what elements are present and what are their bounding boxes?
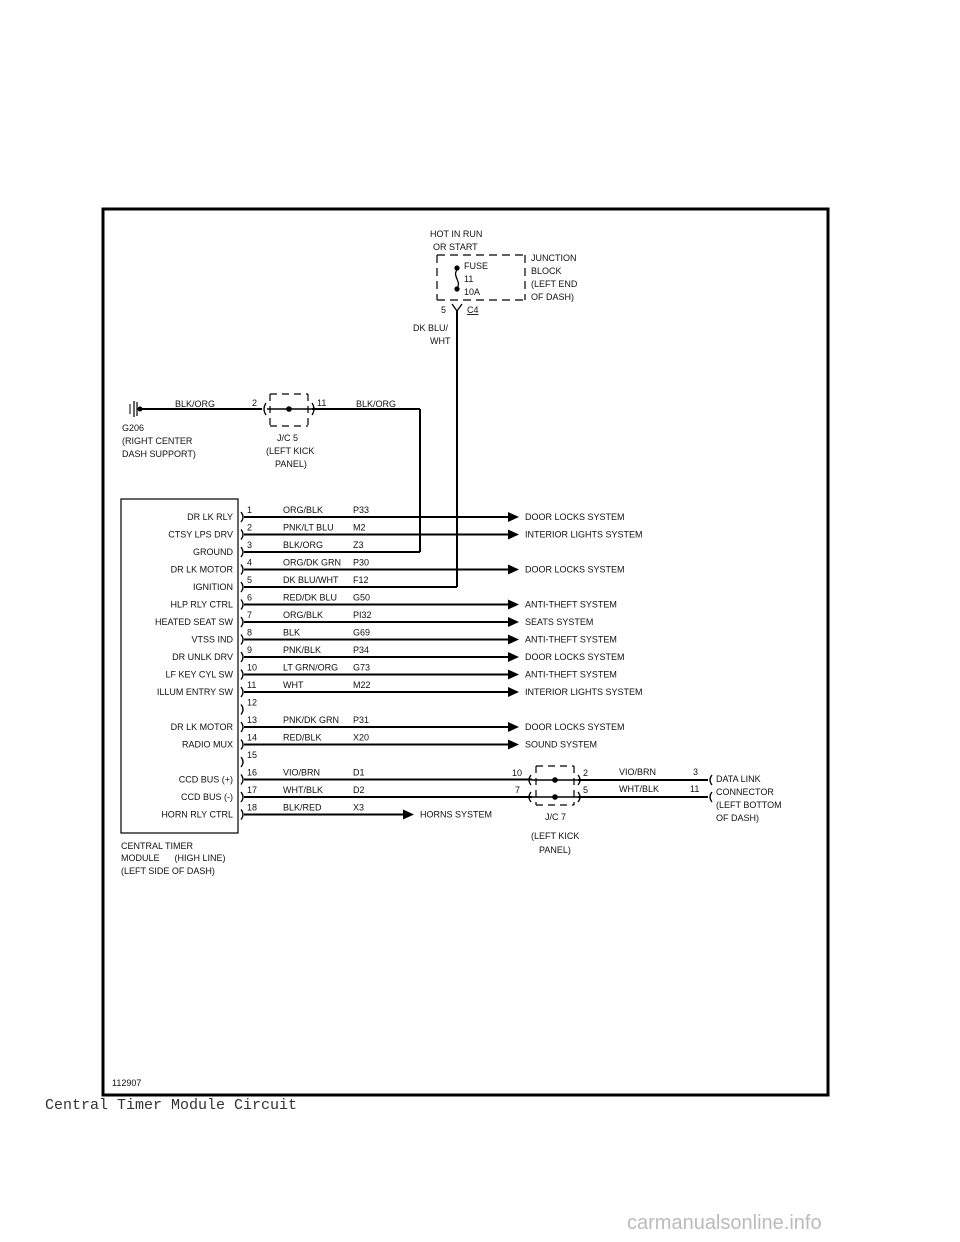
circuit-code: P31 — [353, 715, 370, 725]
module-label-1: CENTRAL TIMER — [121, 841, 194, 851]
circuit-code: D1 — [353, 767, 365, 778]
destination-system: ANTI-THEFT SYSTEM — [525, 599, 617, 610]
fuse-dot-top — [454, 265, 459, 270]
pin-number: 15 — [247, 750, 258, 760]
module-pin-name: IGNITION — [193, 582, 233, 592]
jc7-splice-top — [552, 777, 558, 783]
pin-number: 4 — [247, 557, 253, 568]
pin-number: 2 — [247, 522, 253, 533]
circuit-code: G50 — [353, 592, 371, 603]
destination-system: DOOR LOCKS SYSTEM — [525, 652, 625, 662]
circuit-code: M22 — [353, 680, 371, 690]
pin-number: 11 — [247, 680, 257, 690]
junction-label-1: JUNCTION — [531, 253, 577, 263]
pin-number: 13 — [247, 715, 258, 725]
wire-color: WHT/BLK — [283, 785, 324, 795]
wire-color: BLK/RED — [283, 802, 322, 813]
or-start-label: OR START — [433, 242, 478, 252]
dlc-wire-top-color: VIO/BRN — [619, 767, 657, 777]
jc5-label-2: (LEFT KICK — [266, 446, 315, 456]
junction-label-4: OF DASH) — [531, 292, 575, 302]
destination-system: DOOR LOCKS SYSTEM — [525, 722, 625, 732]
jc5-label-3: PANEL) — [275, 459, 307, 469]
jc7-pin-in-bottom: 7 — [515, 785, 521, 795]
module-label-3: (LEFT SIDE OF DASH) — [121, 866, 215, 876]
dlc-label-4: OF DASH) — [716, 813, 760, 823]
wire-color: WHT — [283, 680, 304, 690]
c4-pin: 5 — [441, 305, 447, 315]
wire-color: VIO/BRN — [283, 767, 321, 778]
jc7-splice-bottom — [552, 794, 558, 800]
pin-number: 12 — [247, 697, 258, 708]
dlc-pin-top: 3 — [693, 767, 699, 777]
dlc-wire-bottom-color: WHT/BLK — [619, 784, 660, 794]
ground-wire-left-color: BLK/ORG — [175, 399, 216, 409]
module-pin-name: DR UNLK DRV — [172, 652, 233, 662]
jc7-pin-out-bottom: 5 — [583, 785, 589, 795]
jc7-pin-out-top: 2 — [583, 768, 589, 778]
destination-system: SOUND SYSTEM — [525, 739, 598, 750]
module-pin-name: LF KEY CYL SW — [165, 669, 233, 680]
module-pin-name: HEATED SEAT SW — [154, 617, 233, 627]
circuit-code: X3 — [353, 802, 365, 813]
module-label-2: MODULE (HIGH LINE) — [121, 853, 226, 863]
junction-label-3: (LEFT END — [531, 279, 578, 289]
module-pin-name: ILLUM ENTRY SW — [156, 687, 233, 697]
watermark: carmanualsonline.info — [627, 1212, 822, 1234]
jc7-label-1: J/C 7 — [545, 812, 567, 822]
wire-color: DK BLU/WHT — [283, 575, 339, 585]
pin-number: 10 — [247, 662, 258, 673]
module-pin-name: HORN RLY CTRL — [161, 809, 233, 820]
pin-number: 5 — [247, 575, 253, 585]
wire-color: ORG/BLK — [283, 505, 324, 515]
jc5-pin-left: 2 — [252, 398, 258, 408]
module-pin-name: CTSY LPS DRV — [168, 529, 233, 540]
ground-label-2: (RIGHT CENTER — [122, 436, 193, 446]
module-pin-name: GROUND — [193, 547, 233, 557]
circuit-code: PI32 — [353, 610, 372, 620]
jc5-splice — [286, 406, 292, 412]
dlc-pin-bottom: 11 — [690, 784, 700, 794]
module-pin-name: DR LK MOTOR — [170, 564, 233, 575]
ground-wire-right-color: BLK/ORG — [356, 399, 397, 409]
fuse-label: FUSE — [464, 261, 489, 271]
module-pin-name: RADIO MUX — [181, 739, 233, 750]
wire-color: RED/BLK — [283, 732, 322, 743]
jc5-label-1: J/C 5 — [277, 433, 299, 443]
fuse-number: 11 — [464, 274, 474, 284]
circuit-code: D2 — [353, 785, 365, 795]
destination-system: INTERIOR LIGHTS SYSTEM — [525, 687, 643, 697]
circuit-code: M2 — [353, 522, 366, 533]
fuse-rating: 10A — [464, 287, 481, 297]
pin-number: 6 — [247, 592, 253, 603]
feed-wire-color-2: WHT — [430, 336, 451, 346]
pin-number: 3 — [247, 540, 253, 550]
ground-label-3: DASH SUPPORT) — [122, 449, 196, 459]
wire-color: BLK — [283, 627, 301, 638]
wire-color: RED/DK BLU — [283, 592, 338, 603]
pin-number: 7 — [247, 610, 253, 620]
figure-number: 112907 — [112, 1078, 142, 1088]
pin-number: 18 — [247, 802, 258, 813]
junction-label-2: BLOCK — [531, 266, 562, 276]
fuse-dot-bottom — [454, 286, 459, 291]
dlc-label-2: CONNECTOR — [716, 787, 774, 797]
destination-system: SEATS SYSTEM — [525, 617, 594, 627]
pin-number: 1 — [247, 505, 253, 515]
wire-color: ORG/BLK — [283, 610, 324, 620]
destination-system: ANTI-THEFT SYSTEM — [525, 634, 617, 645]
destination-system: DOOR LOCKS SYSTEM — [525, 564, 625, 575]
jc7-label-3: PANEL) — [539, 845, 571, 855]
pin-number: 9 — [247, 645, 253, 655]
circuit-code: F12 — [353, 575, 369, 585]
circuit-code: Z3 — [353, 540, 364, 550]
destination-system: DOOR LOCKS SYSTEM — [525, 512, 625, 522]
wire-color: LT GRN/ORG — [283, 662, 339, 673]
module-pin-name: CCD BUS (+) — [178, 774, 233, 785]
c4-connector-label: C4 — [467, 305, 479, 315]
dlc-label-1: DATA LINK — [716, 774, 761, 784]
module-pin-name: CCD BUS (-) — [181, 792, 233, 802]
wire-color: PNK/BLK — [283, 645, 322, 655]
destination-system: INTERIOR LIGHTS SYSTEM — [525, 529, 643, 540]
hot-in-run-label: HOT IN RUN — [430, 229, 483, 239]
wire-color: PNK/DK GRN — [283, 715, 340, 725]
pin-number: 14 — [247, 732, 258, 743]
dlc-label-3: (LEFT BOTTOM — [716, 800, 782, 810]
jc7-label-2: (LEFT KICK — [531, 831, 580, 841]
module-pin-name: VTSS IND — [191, 634, 233, 645]
feed-wire-color-1: DK BLU/ — [413, 323, 449, 333]
jc5-pin-right: 11 — [317, 398, 327, 408]
circuit-code: P30 — [353, 557, 370, 568]
wire-color: PNK/LT BLU — [283, 522, 334, 533]
destination-system: ANTI-THEFT SYSTEM — [525, 669, 617, 680]
figure-caption: Central Timer Module Circuit — [45, 1097, 298, 1114]
circuit-code: P33 — [353, 505, 370, 515]
circuit-code: G69 — [353, 627, 371, 638]
circuit-code: G73 — [353, 662, 371, 673]
wire-color: BLK/ORG — [283, 540, 324, 550]
pin-number: 8 — [247, 627, 253, 638]
pin-number: 16 — [247, 767, 258, 778]
jc7-pin-in-top: 10 — [512, 768, 523, 778]
destination-system: HORNS SYSTEM — [420, 809, 493, 820]
circuit-code: X20 — [353, 732, 370, 743]
module-pin-name: DR LK MOTOR — [170, 722, 233, 732]
circuit-code: P34 — [353, 645, 370, 655]
wire-color: ORG/DK GRN — [283, 557, 342, 568]
module-pin-name: DR LK RLY — [187, 512, 233, 522]
pin-number: 17 — [247, 785, 258, 795]
module-pin-name: HLP RLY CTRL — [170, 599, 233, 610]
ground-label-1: G206 — [122, 423, 145, 433]
